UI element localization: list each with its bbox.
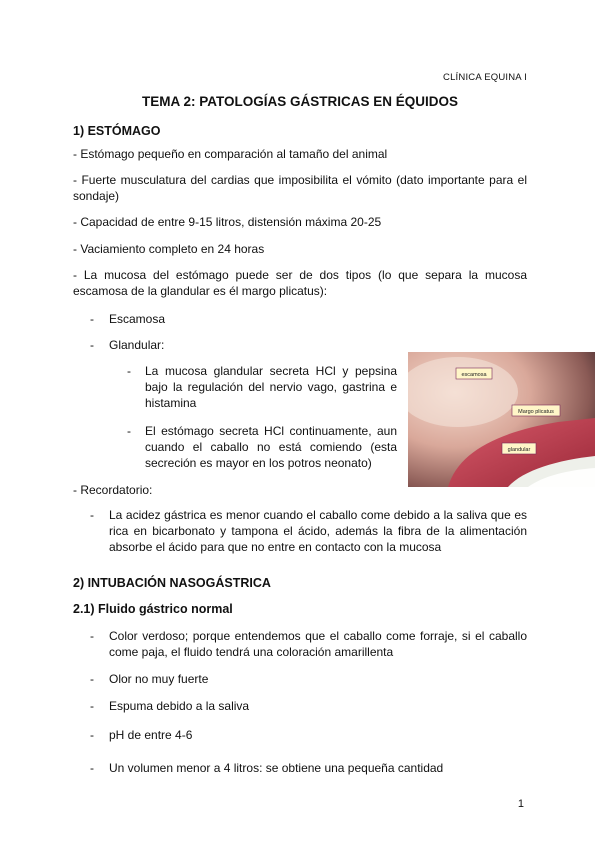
list-dash: - [90,672,94,686]
paragraph: - Vaciamiento completo en 24 horas [73,242,265,256]
list-dash: - [127,424,131,438]
stomach-mucosa-photo [408,352,595,487]
document-title: TEMA 2: PATOLOGÍAS GÁSTRICAS EN ÉQUIDOS [141,94,459,109]
list-dash: - [90,728,94,742]
paragraph: - Fuerte musculatura del cardias que imposibilita el vómito (dato importante para el sondaje) [73,173,527,203]
paragraph-recordatorio: - Recordatorio: [73,483,153,497]
paragraph: - Capacidad de entre 9-15 litros, distensión máxima 20-25 [73,215,382,229]
list-dash: - [90,312,94,326]
label-glandular: glandular [507,447,531,453]
list-dash: - [90,508,94,522]
section-heading-intubacion: 2) INTUBACIÓN NASOGÁSTRICA [73,576,271,590]
label-escamosa: escamosa [461,372,487,378]
running-header: CLÍNICA EQUINA I [443,72,527,83]
paragraph: - Estómago pequeño en comparación al tamaño del animal [73,147,388,161]
list-dash: - [127,364,131,378]
list-item-escamosa: Escamosa [109,312,166,326]
list-dash: - [90,761,94,775]
list-item: Espuma debido a la saliva [109,699,250,713]
label-margo-plicatus: Margo plicatus [518,409,554,415]
list-item: pH de entre 4-6 [109,728,193,742]
list-item: El estómago secreta HCl continuamente, aun cuando el caballo no está comiendo (esta secreción es mayor en los potros neonato) [145,424,397,470]
list-dash: - [90,699,94,713]
list-dash: - [90,338,94,352]
list-item-glandular: Glandular: [109,338,165,352]
subsection-heading: 2.1) Fluido gástrico normal [73,602,233,616]
section-heading-estomago: 1) ESTÓMAGO [73,124,161,138]
list-item: Color verdoso; porque entendemos que el caballo come forraje, si el caballo come paja, el fluido tendrá una coloración amarillenta [109,629,527,659]
list-item: Un volumen menor a 4 litros: se obtiene una pequeña cantidad [109,761,444,775]
paragraph: - La mucosa del estómago puede ser de dos tipos (lo que separa la mucosa escamosa de la glandular es él margo plicatus): [73,268,527,298]
list-item: Olor no muy fuerte [109,672,209,686]
page-number: 1 [517,798,524,810]
list-dash: - [90,629,94,643]
list-item: La acidez gástrica es menor cuando el caballo come debido a la saliva que es rica en bicarbonato y tampona el ácido, además la fibra de la alimentación absorbe el ácido para que no entre en contacto con la mucosa [109,508,527,554]
list-item: La mucosa glandular secreta HCl y pepsina bajo la regulación del nervio vago, gastrina e histamina [145,364,397,410]
